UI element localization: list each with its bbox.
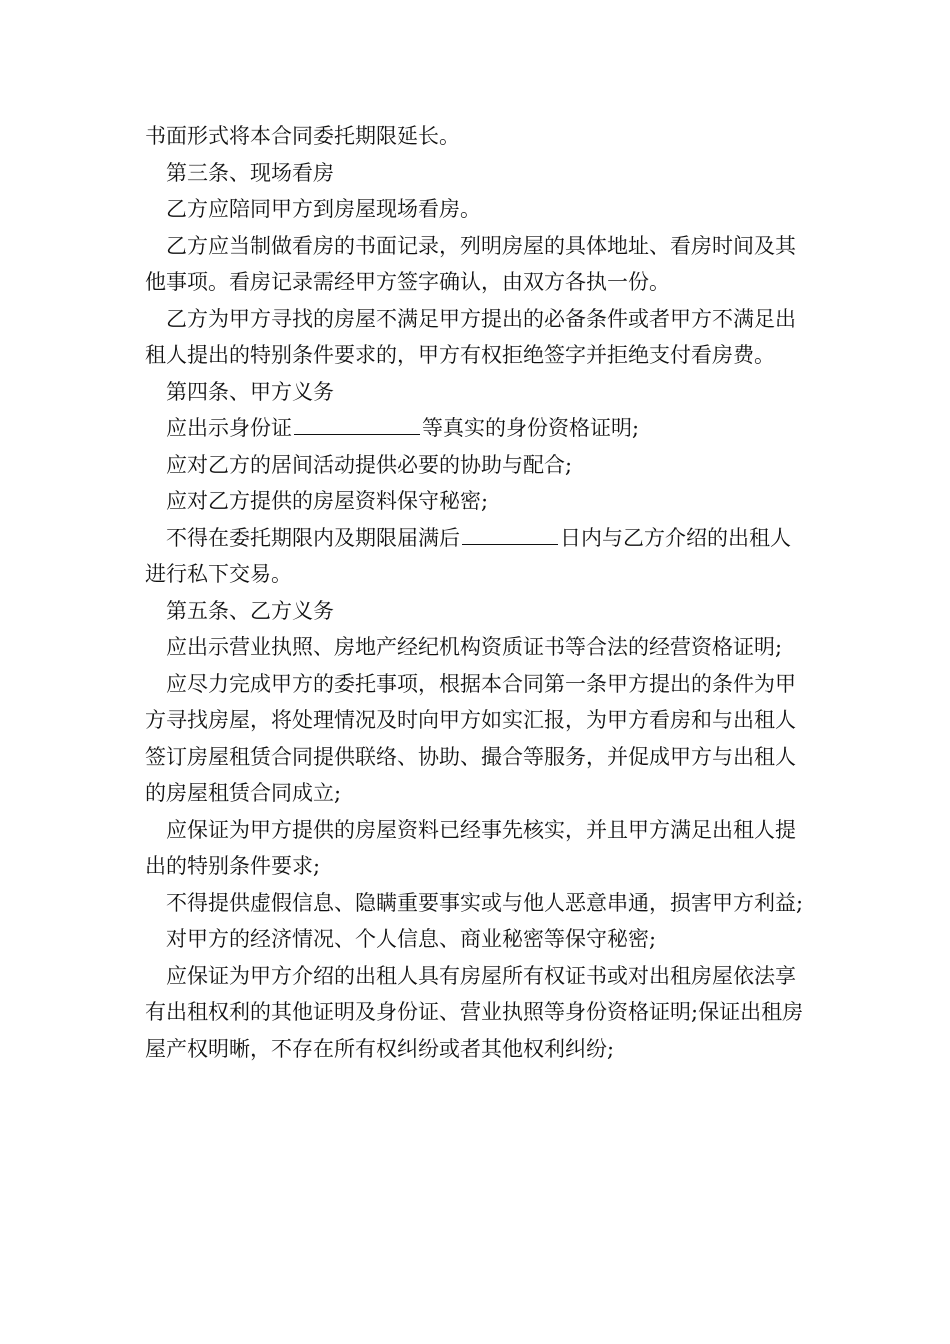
paragraph-keep-confidential: 应对乙方提供的房屋资料保守秘密; <box>166 489 489 513</box>
heading-article-5: 第五条、乙方义务 <box>166 598 334 623</box>
contract-body <box>145 118 810 1067</box>
days-blank <box>462 522 558 545</box>
paragraph-accompany-viewing: 乙方应陪同甲方到房屋现场看房。 <box>166 197 481 221</box>
paragraph-no-false-info: 不得提供虚假信息、隐瞒重要事实或与他人恶意串通，损害甲方利益; <box>166 890 804 915</box>
private-deal-after: 日内与乙方介绍的出租人进行私下交易。 <box>145 525 791 586</box>
id-clause-before: 应出示身份证 <box>166 416 292 440</box>
id-clause-after: 等真实的身份资格证明; <box>422 416 640 440</box>
paragraph-business-license: 应出示营业执照、房地产经纪机构资质证书等合法的经营资格证明; <box>166 635 783 659</box>
id-type-blank <box>294 412 420 435</box>
paragraph-verify-info: 应保证为甲方提供的房屋资料已经事先核实，并且甲方满足出租人提出的特别条件要求; <box>145 817 796 878</box>
paragraph-assist-cooperate: 应对乙方的居间活动提供必要的协助与配合; <box>166 452 573 477</box>
heading-article-3: 第三条、现场看房 <box>166 160 334 185</box>
paragraph-privacy: 对甲方的经济情况、个人信息、商业秘密等保守秘密; <box>166 927 657 951</box>
paragraph-id-clause <box>145 410 810 447</box>
heading-article-4: 第四条、甲方义务 <box>166 379 334 404</box>
paragraph-viewing-record: 乙方应当制做看房的书面记录，列明房屋的具体地址、看房时间及其他事项。看房记录需经甲方签字确认，由双方各执一份。 <box>145 233 796 294</box>
paragraph-refuse-signature: 乙方为甲方寻找的房屋不满足甲方提出的必备条件或者甲方不满足出租人提出的特别条件要求的，甲方有权拒绝签字并拒绝支付看房费。 <box>145 306 796 367</box>
paragraph-ownership-proof: 应保证为甲方介绍的出租人具有房屋所有权证书或对出租房屋依法享有出租权利的其他证明及身份证、营业执照等身份资格证明;保证出租房屋产权明晰，不存在所有权纠纷或者其他权利纠纷; <box>145 963 804 1061</box>
private-deal-before: 不得在委托期限内及期限届满后 <box>166 525 460 550</box>
paragraph-private-deal <box>145 520 810 593</box>
paragraph-complete-commission: 应尽力完成甲方的委托事项，根据本合同第一条甲方提出的条件为甲方寻找房屋，将处理情况及时向甲方如实汇报，为甲方看房和与出租人签订房屋租赁合同提供联络、协助、撮合等服务，并促成甲方与出租人的房屋租赁合同成立; <box>145 671 796 805</box>
paragraph-extension-clause: 书面形式将本合同委托期限延长。 <box>145 124 460 148</box>
